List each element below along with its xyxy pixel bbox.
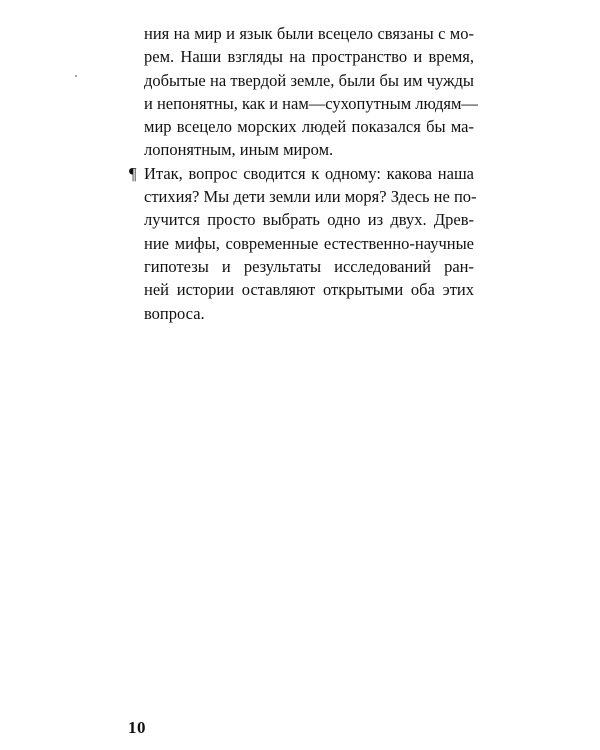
text-line: стихия? Мы дети земли или моря? Здесь не по- <box>144 187 477 207</box>
text-line: вопроса. <box>144 303 205 323</box>
text-line: ней истории оставляют открытыми оба этих <box>144 280 474 300</box>
text-line: гипотезы и результаты исследований ран- <box>144 256 474 276</box>
text-line: ния на мир и язык были всецело связаны с мо- <box>144 24 474 43</box>
pilcrow-icon: ¶ <box>129 163 137 183</box>
text-line: и непонятны, как и нам—сухопутным людям— <box>144 93 478 113</box>
text-line: добытые на твердой земле, были бы им чужды <box>144 70 474 90</box>
body-text <box>129 22 478 325</box>
text-line: ние мифы, современные естественно-научные <box>144 233 474 253</box>
text-line: рем. Наши взгляды на пространство и время, <box>144 47 474 67</box>
paragraph-continuation <box>144 22 478 162</box>
paragraph <box>129 162 477 325</box>
scan-speck <box>75 75 77 77</box>
text-line: мир всецело морских людей показался бы ма- <box>144 117 474 137</box>
text-line: Итак, вопрос сводится к одному: какова наша <box>144 163 474 183</box>
text-line: лучится просто выбрать одно из двух. Древ- <box>144 210 474 230</box>
text-line: лопонятным, иным миром. <box>144 140 334 160</box>
page-number: 10 <box>128 718 146 737</box>
